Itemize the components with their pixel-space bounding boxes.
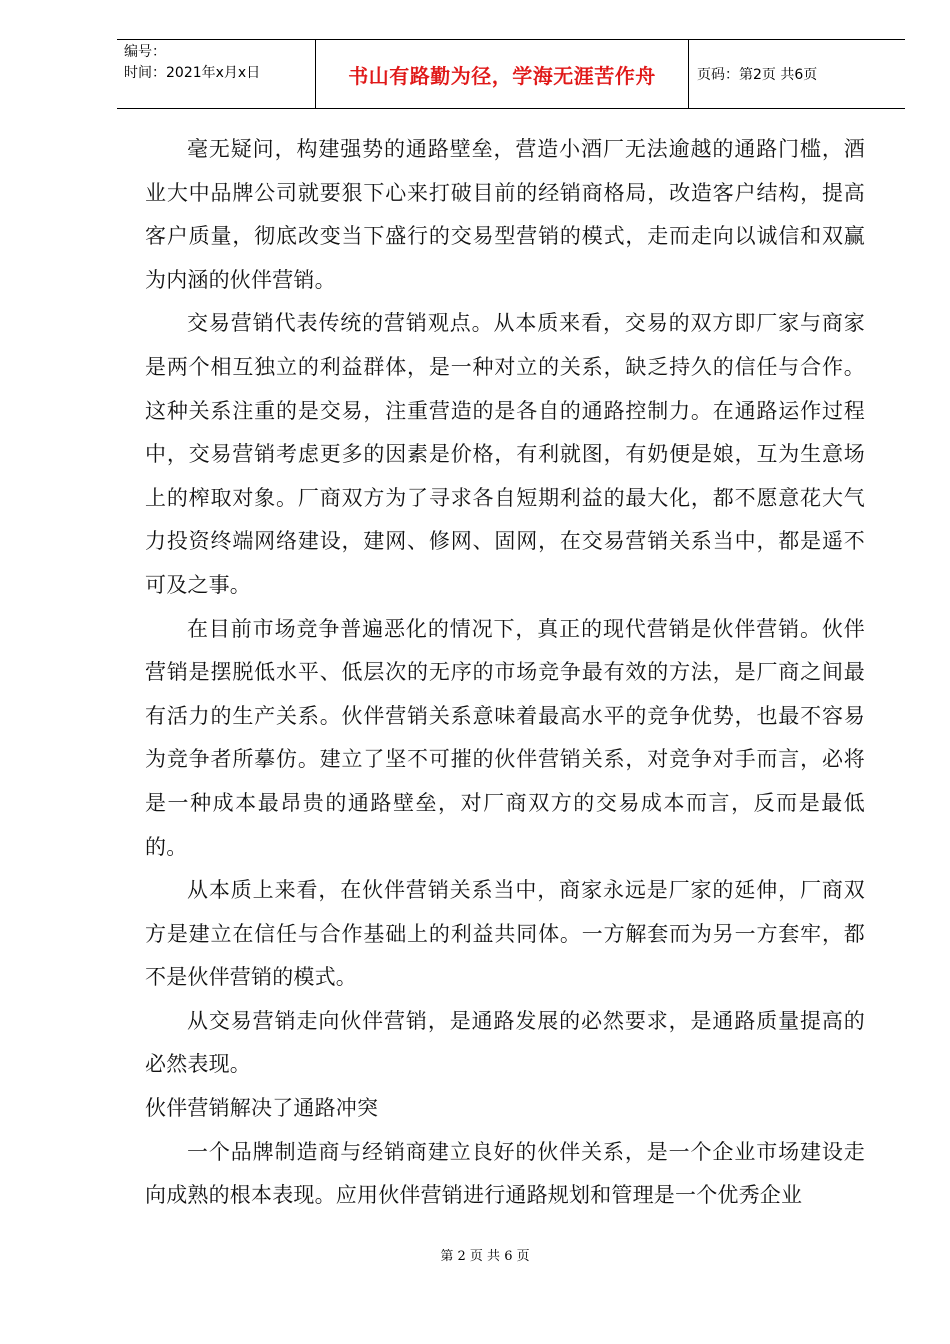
header-motto: 书山有路勤为径，学海无涯苦作舟 bbox=[315, 40, 689, 108]
document-body bbox=[145, 128, 865, 1218]
body-paragraph-4: 从本质上来看，在伙伴营销关系当中，商家永远是厂家的延伸，厂商双方是建立在信任与合作基础上的利益共同体。一方解套而为另一方套牢，都不是伙伴营销的模式。 bbox=[145, 878, 865, 990]
body-paragraph-6: 一个品牌制造商与经销商建立良好的伙伴关系，是一个企业市场建设走向成熟的根本表现。应用伙伴营销进行通路规划和管理是一个优秀企业 bbox=[145, 1139, 865, 1208]
header-meta bbox=[117, 40, 315, 108]
section-heading: 伙伴营销解决了通路冲突 bbox=[145, 1096, 379, 1121]
header-page-label: 页码：第2页 共6页 bbox=[697, 67, 818, 83]
body-paragraph-5: 从交易营销走向伙伴营销，是通路发展的必然要求，是通路质量提高的必然表现。 bbox=[145, 1008, 865, 1077]
header-time-label: 时间：2021年x月x日 bbox=[124, 65, 261, 81]
body-paragraph-3: 在目前市场竞争普遍恶化的情况下，真正的现代营销是伙伴营销。伙伴营销是摆脱低水平、低层次的无序的市场竞争最有效的方法，是厂商之间最有活力的生产关系。伙伴营销关系意味着最高水平的竞争优势，也最不容易为竞争者所摹仿。建立了坚不可摧的伙伴营销关系，对竞争对手而言，必将是一种成本最昂贵的通路壁垒，对厂商双方的交易成本而言，反而是最低的。 bbox=[145, 616, 865, 859]
body-paragraph-2: 交易营销代表传统的营销观点。从本质来看，交易的双方即厂家与商家是两个相互独立的利益群体，是一种对立的关系，缺乏持久的信任与合作。这种关系注重的是交易，注重营造的是各自的通路控制力。在通路运作过程中，交易营销考虑更多的因素是价格，有利就图，有奶便是娘，互为生意场上的榨取对象。厂商双方为了寻求各自短期利益的最大化，都不愿意花大气力投资终端网络建设，建网、修网、固网，在交易营销关系当中，都是遥不可及之事。 bbox=[145, 311, 865, 597]
body-paragraph-1: 毫无疑问，构建强势的通路壁垒，营造小酒厂无法逾越的通路门槛，酒业大中品牌公司就要狠下心来打破目前的经销商格局，改造客户结构，提高客户质量，彻底改变当下盛行的交易型营销的模式，走而走向以诚信和双赢为内涵的伙伴营销。 bbox=[145, 137, 865, 292]
page-header bbox=[117, 39, 905, 109]
header-number-label: 编号： bbox=[124, 44, 166, 60]
page-footer: 第 2 页 共 6 页 bbox=[440, 1249, 530, 1264]
